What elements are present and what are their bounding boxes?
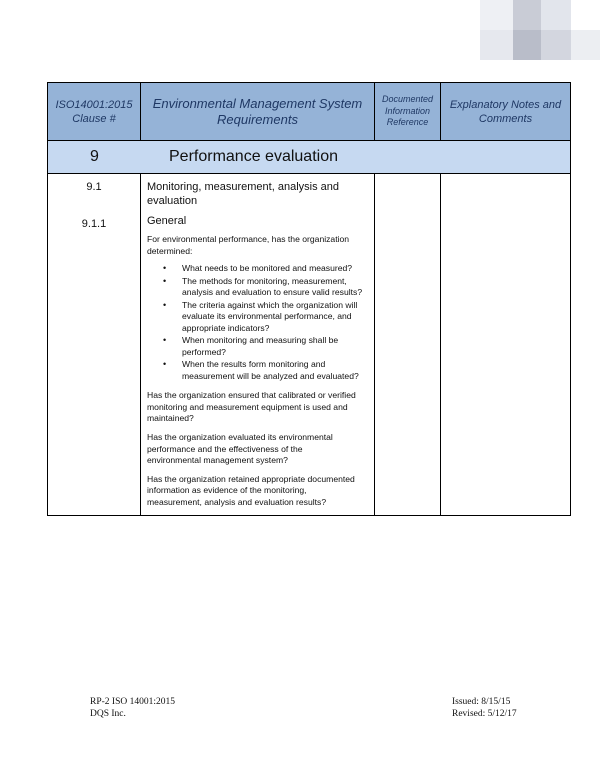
header-documented-info: Documented Information Reference — [375, 83, 441, 140]
documented-info-cell[interactable] — [375, 174, 441, 515]
footer-revised: Revised: 5/12/17 — [452, 709, 517, 719]
question-evaluated: Has the organization evaluated its environmental performance and the effectiveness of the environmental management system? — [147, 431, 333, 466]
footer-left — [90, 696, 175, 720]
list-item: • What needs to be monitored and measured? — [182, 263, 369, 275]
decor-square — [480, 0, 513, 30]
requirement-intro: For environmental performance, has the organization determined: — [147, 234, 350, 256]
section-row — [48, 141, 570, 174]
notes-cell[interactable] — [441, 174, 570, 515]
question-retained: Has the organization retained appropriate documented information as evidence of the monitoring, measurement, analysis and evaluation results? — [147, 473, 355, 507]
clause-cell — [48, 174, 141, 515]
list-item: • When the results form monitoring and measurement will be analyzed and evaluated? — [182, 359, 369, 382]
decor-square — [541, 0, 571, 30]
question-list — [147, 263, 369, 382]
requirement-subtitle: General — [147, 215, 187, 227]
decor-square — [513, 0, 541, 30]
decor-square — [480, 30, 513, 60]
decor-square — [541, 30, 571, 60]
clause-number: 9.1.1 — [81, 218, 107, 230]
header-notes: Explanatory Notes and Comments — [449, 98, 562, 125]
question-calibration: Has the organization ensured that calibrated or verified monitoring and measurement equipment is used and maintained? — [147, 390, 356, 424]
list-item: • When monitoring and measuring shall be performed? — [182, 335, 369, 358]
footer-issued: Issued: 8/15/15 — [452, 697, 511, 707]
list-item: • The criteria against which the organization will evaluate its environmental performance, and appropriate indicators? — [182, 300, 369, 335]
section-title: Performance evaluation — [169, 148, 338, 165]
decor-square — [571, 30, 600, 60]
table-header-row — [48, 83, 570, 141]
requirements-cell — [141, 174, 375, 515]
clause-number: 9.1 — [86, 181, 102, 193]
footer-doc-code: RP-2 ISO 14001:2015 — [90, 697, 175, 707]
header-requirements: Environmental Management System Requirements — [141, 83, 375, 140]
requirement-title: Monitoring, measurement, analysis and evaluation — [147, 181, 339, 207]
table-row — [48, 174, 570, 515]
audit-table — [47, 82, 571, 516]
footer-right — [452, 696, 517, 720]
section-number: 9 — [90, 148, 99, 165]
decor-square — [513, 30, 541, 60]
footer-company: DQS Inc. — [90, 709, 126, 719]
list-item: • The methods for monitoring, measurement, analysis and evaluation to ensure valid results? — [182, 276, 369, 299]
header-clause: ISO14001:2015 Clause # — [48, 83, 141, 140]
